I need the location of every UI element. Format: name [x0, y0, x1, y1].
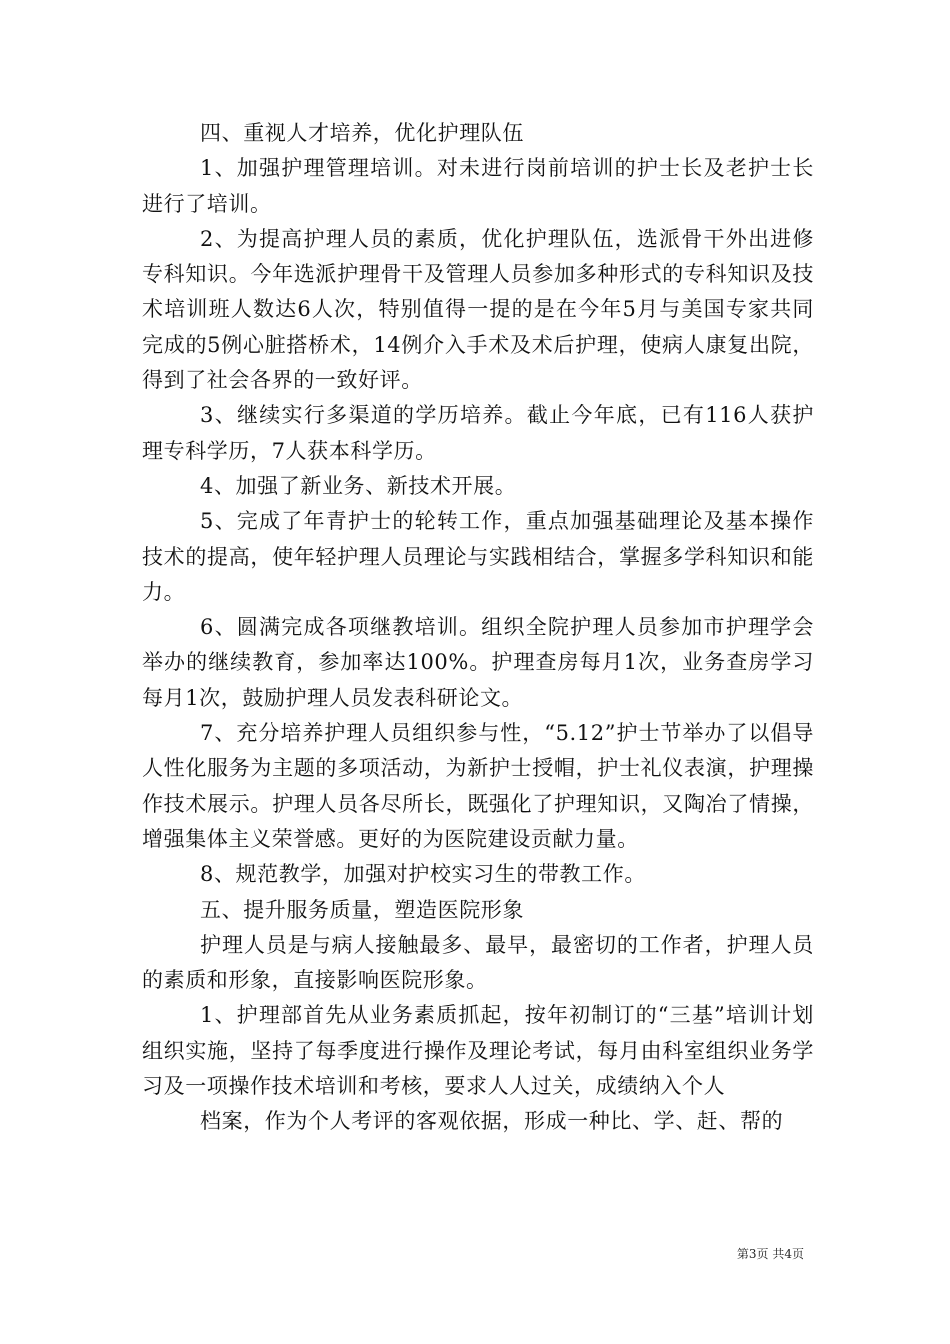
paragraph-archive: 档案，作为个人考评的客观依据，形成一种比、学、赶、帮的	[200, 1109, 784, 1134]
paragraph-nurses-day: 7、充分培养护理人员组织参与性，“5.12”护士节举办了以倡导人性化服务为主题的多项活动，为新护士授帽，护士礼仪表演，护理操作技术展示。护理人员各尽所长，既强化了护理知识，又陶冶了情操，增强集体主义荣誉感。更好的为医院建设贡献力量。	[142, 721, 814, 851]
total-pages-number: 4	[784, 1247, 792, 1261]
paragraph-teaching: 8、规范教学，加强对护校实习生的带教工作。	[200, 862, 646, 887]
paragraph-new-technology: 4、加强了新业务、新技术开展。	[200, 473, 517, 498]
paragraph-education: 3、继续实行多渠道的学历培养。截止今年底，已有116人获护理专科学历，7人获本科学历。	[142, 403, 814, 463]
paragraph-specialist-training: 2、为提高护理人员的素质，优化护理队伍，选派骨干外出进修专科知识。今年选派护理骨干及管理人员参加多种形式的专科知识及技术培训班人数达6人次，特别值得一提的是在今年5月与美国专家共同完成的5例心脏搭桥术，14例介入手术及术后护理，使病人康复出院，得到了社会各界的一致好评。	[142, 226, 814, 393]
page-label-mid: 页 共	[756, 1247, 785, 1261]
paragraph-rotation: 5、完成了年青护士的轮转工作，重点加强基础理论及基本操作技术的提高，使年轻护理人员理论与实践相结合，掌握多学科知识和能力。	[142, 509, 814, 604]
paragraph-training-management: 1、加强护理管理培训。对未进行岗前培训的护士长及老护士长进行了培训。	[142, 156, 814, 216]
section-heading-four: 四、重视人才培养，优化护理队伍	[200, 121, 524, 145]
document-body	[142, 116, 814, 1140]
page-label-suffix: 页	[791, 1247, 804, 1261]
paragraph-continuing-education: 6、圆满完成各项继教培训。组织全院护理人员参加市护理学会举办的继续教育，参加率达100%。护理查房每月1次，业务查房学习每月1次，鼓励护理人员发表科研论文。	[142, 615, 814, 710]
paragraph-three-basics: 1、护理部首先从业务素质抓起，按年初制订的“三基”培训计划组织实施，坚持了每季度进行操作及理论考试，每月由科室组织业务学习及一项操作技术培训和考核，要求人人过关，成绩纳入个人	[142, 1003, 814, 1099]
current-page-number: 3	[748, 1247, 757, 1261]
section-heading-five: 五、提升服务质量，塑造医院形象	[200, 897, 524, 922]
paragraph-nurse-image: 护理人员是与病人接触最多、最早，最密切的工作者，护理人员的素质和形象，直接影响医院形象。	[142, 932, 814, 993]
page-label-prefix: 第	[736, 1247, 749, 1261]
page-number	[737, 1246, 804, 1262]
